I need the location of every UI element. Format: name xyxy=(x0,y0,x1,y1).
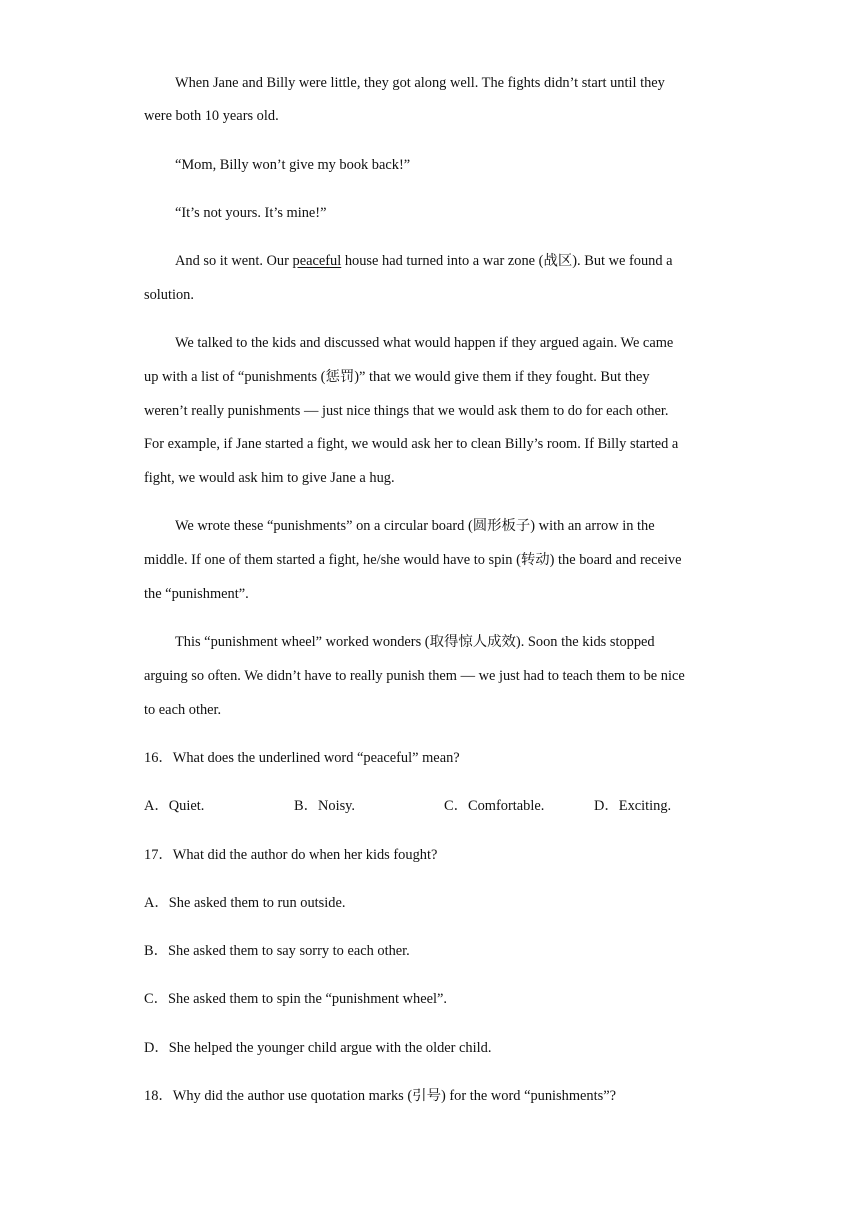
paragraph-5-line-4: For example, if Jane started a fight, we would ask her to clean Billy’s room. If Billy started a xyxy=(144,436,679,452)
paragraph-5-line-5: fight, we would ask him to give Jane a hug. xyxy=(144,470,395,486)
paragraph-2: “Mom, Billy won’t give my book back!” xyxy=(175,157,411,173)
paragraph-5-line-3: weren’t really punishments — just nice things that we would ask them to do for each other. xyxy=(144,403,669,419)
question-18-stem: 18．Why did the author use quotation marks (引号) for the word “punishments”? xyxy=(144,1088,616,1104)
paragraph-4-text-pre: And so it went. Our xyxy=(175,253,293,269)
paragraph-4-line-2: solution. xyxy=(144,287,194,303)
paragraph-6-line-3: the “punishment”. xyxy=(144,586,249,602)
paragraph-5-line-2: up with a list of “punishments (惩罚)” that we would give them if they fought. But they xyxy=(144,369,650,385)
paragraph-7-line-3: to each other. xyxy=(144,702,222,718)
question-16-option-d: D．Exciting. xyxy=(594,798,672,814)
paragraph-5-line-1: We talked to the kids and discussed what would happen if they argued again. We came xyxy=(175,335,674,351)
paragraph-6-line-1: We wrote these “punishments” on a circular board (圆形板子) with an arrow in the xyxy=(175,518,655,534)
paragraph-4-text-post: house had turned into a war zone (战区). But we found a xyxy=(341,253,673,269)
question-16-option-b: B．Noisy. xyxy=(294,798,356,814)
paragraph-4-line-1 xyxy=(175,251,673,271)
paragraph-7-line-1: This “punishment wheel” worked wonders (取得惊人成效). Soon the kids stopped xyxy=(175,634,655,650)
underlined-word-peaceful: peaceful xyxy=(292,253,342,269)
paragraph-1-line-2: were both 10 years old. xyxy=(144,108,279,124)
question-17-stem: 17．What did the author do when her kids fought? xyxy=(144,847,438,863)
question-16-option-c: C．Comfortable. xyxy=(444,798,545,814)
question-17-option-a: A．She asked them to run outside. xyxy=(144,895,346,911)
paragraph-7-line-2: arguing so often. We didn’t have to really punish them — we just had to teach them to be nice xyxy=(144,668,685,684)
question-16-option-a: A．Quiet. xyxy=(144,798,205,814)
question-17-option-b: B．She asked them to say sorry to each other. xyxy=(144,943,410,959)
paragraph-3: “It’s not yours. It’s mine!” xyxy=(175,205,327,221)
paragraph-6-line-2: middle. If one of them started a fight, he/she would have to spin (转动) the board and receive xyxy=(144,552,682,568)
question-17-option-c: C．She asked them to spin the “punishment wheel”. xyxy=(144,991,447,1007)
question-16-stem: 16．What does the underlined word “peaceful” mean? xyxy=(144,750,460,766)
question-17-option-d: D．She helped the younger child argue with the older child. xyxy=(144,1040,492,1056)
paragraph-1-line-1: When Jane and Billy were little, they got along well. The fights didn’t start until they xyxy=(175,75,665,91)
